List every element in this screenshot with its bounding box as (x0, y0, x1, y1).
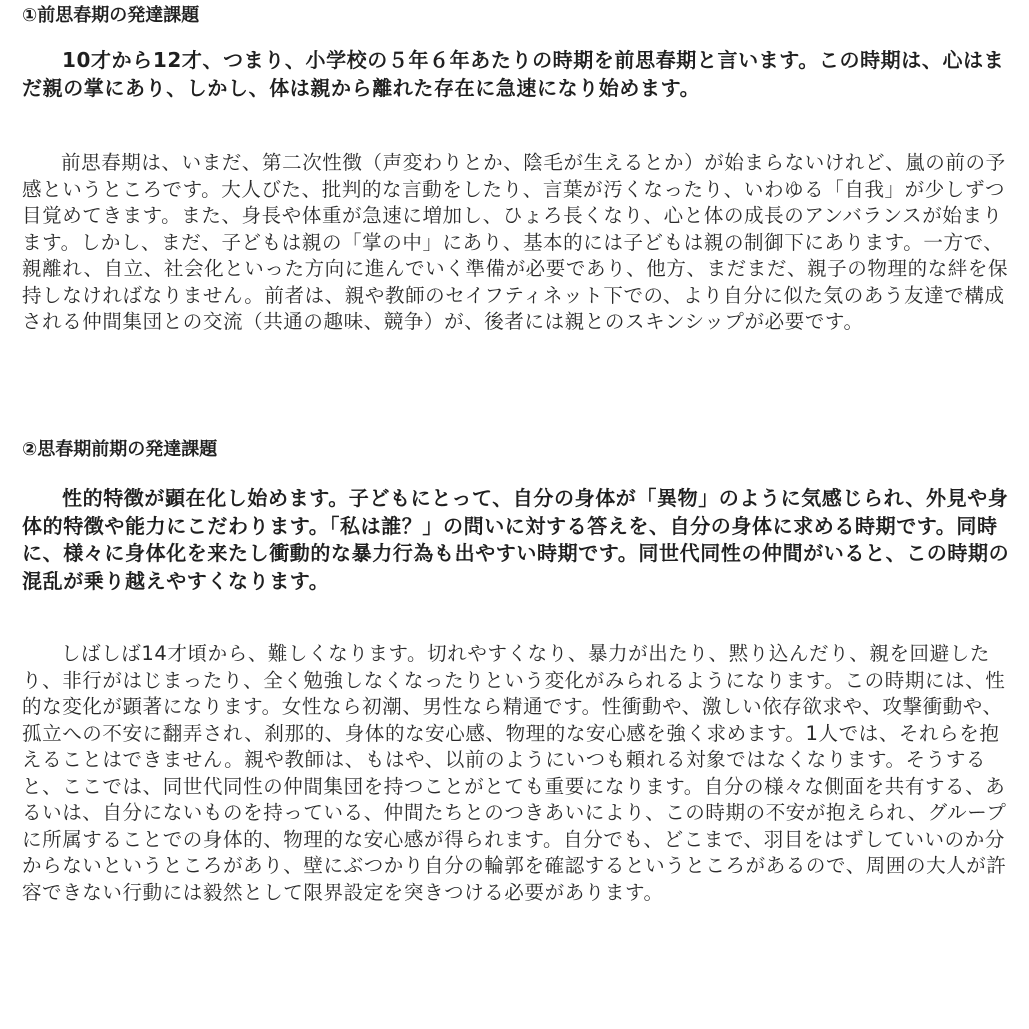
section2-summary: 性的特徴が顕在化し始めます。子どもにとって、自分の身体が「異物」のように気感じられ、外見や身体的特徴や能力にこだわります。「私は誰？」の問いに対する答えを、自分の身体に求める時期です。同時に、様々に身体化を来たし衝動的な暴力行為も出やすい時期です。同世代同性の仲間がいると、この時期の混乱が乗り越えやすくなります。 (22, 486, 1010, 593)
section1-heading: ①前思春期の発達課題 (22, 5, 200, 26)
section2-heading: ②思春期前期の発達課題 (22, 439, 218, 460)
section1-summary: 10才から12才、つまり、小学校の５年６年あたりの時期を前思春期と言います。この時期は、心はまだ親の掌にあり、しかし、体は親から離れた存在に急速になり始めます。 (22, 48, 1005, 100)
section2-body: しばしば14才頃から、難しくなります。切れやすくなり、暴力が出たり、黙り込んだり、親を回避したり、非行がはじまったり、全く勉強しなくなったりという変化がみられるようになります。この時期には、性的な変化が顕著になります。女性なら初潮、男性なら精通です。性衝動や、激しい依存欲求や、攻撃衝動や、孤立への不安に翻弄され、刹那的、身体的な安心感、物理的な安心感を強く求めます。1人では、それらを抱えることはできません。親や教師は、もはや、以前のようにいつも頼れる対象ではなくなります。そうすると、ここでは、同世代同性の仲間集団を持つことがとても重要になります。自分の様々な側面を共有する、あるいは、自分にないものを持っている、仲間たちとのつきあいにより、この時期の不安が抱えられ、グループに所属することでの身体的、物理的な安心感が得られます。自分でも、どこまで、羽目をはずしていいのか分からないというところがあり、壁にぶつかり自分の輪郭を確認するというところがあるので、周囲の大人が許容できない行動には毅然として限界設定を突きつける必要があります。 (22, 642, 1007, 904)
section1-body: 前思春期は、いまだ、第二次性徴（声変わりとか、陰毛が生えるとか）が始まらないけれど、嵐の前の予感というところです。大人びた、批判的な言動をしたり、言葉が汚くなったり、いわゆる「自我」が少しずつ目覚めてきます。また、身長や体重が急速に増加し、ひょろ長くなり、心と体の成長のアンバランスが始まります。しかし、まだ、子どもは親の「掌の中」にあり、基本的には子どもは親の制御下にあります。一方で、親離れ、自立、社会化といった方向に進んでいく準備が必要であり、他方、まだまだ、親子の物理的な絆を保持しなければなりません。前者は、親や教師のセイフティネット下での、より自分に似た気のあう友達で構成される仲間集団との交流（共通の趣味、競争）が、後者には親とのスキンシップが必要です。 (22, 151, 1009, 333)
